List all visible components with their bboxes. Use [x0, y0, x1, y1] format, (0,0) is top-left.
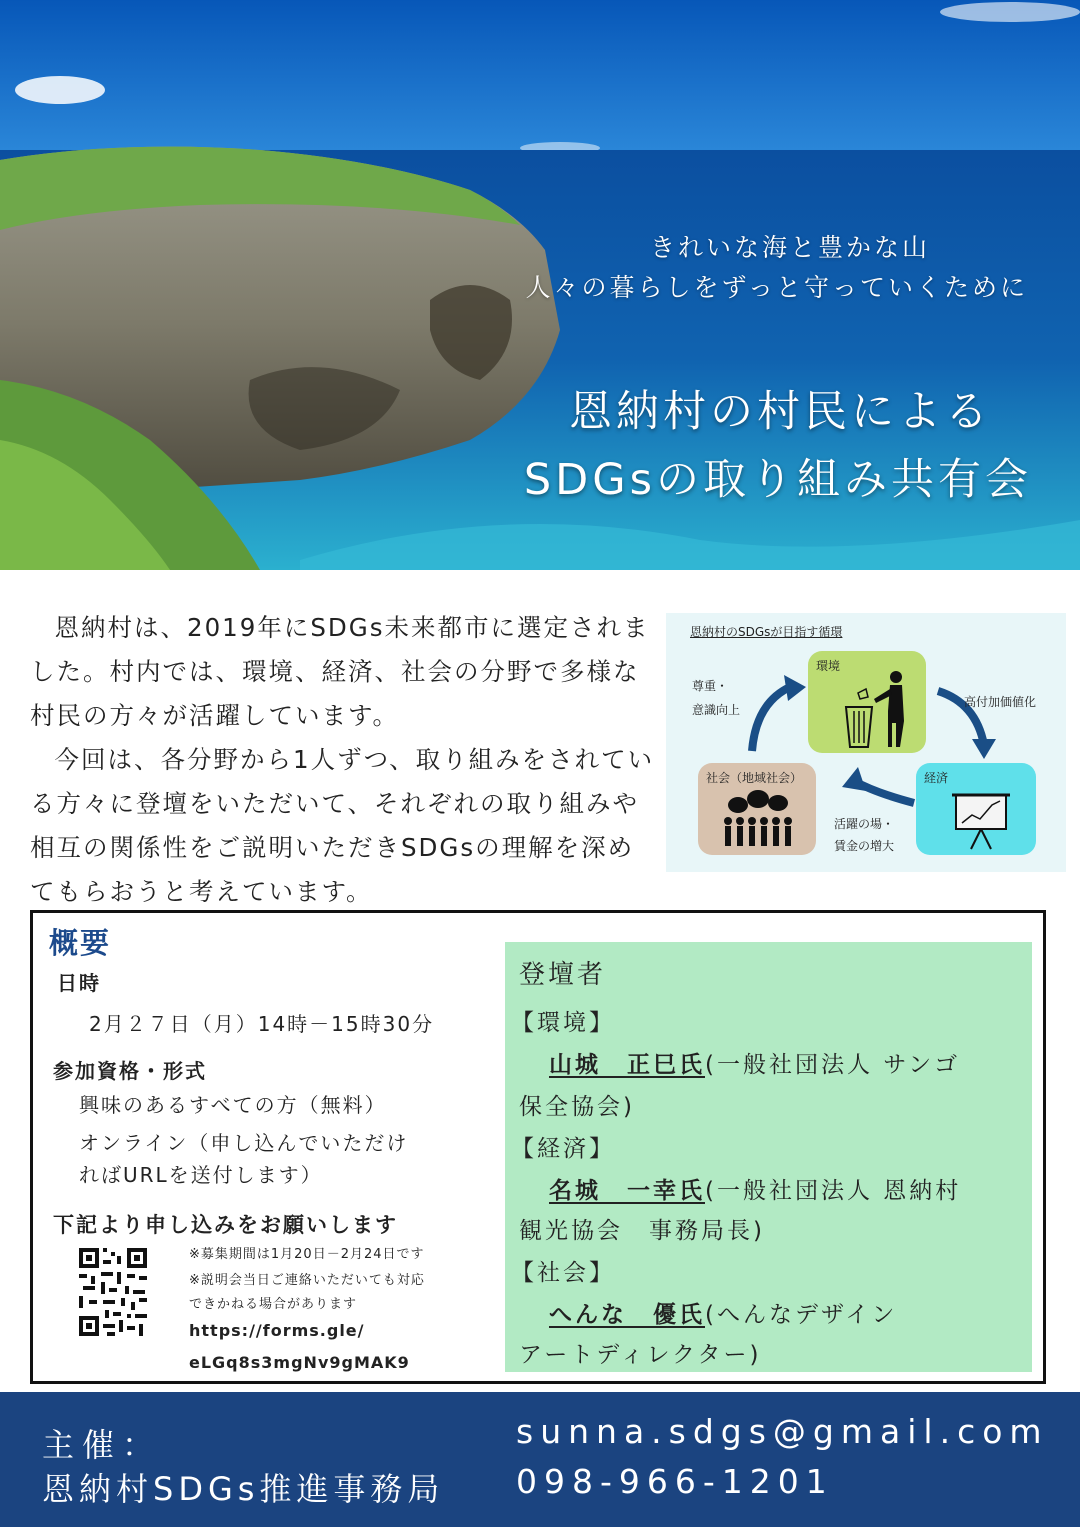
form-url-line-2[interactable]: eLGq8s3mgNv9gMAK9 — [189, 1353, 410, 1372]
intro-paragraph-1: 恩納村は、2019年にSDGs未来都市に選定されました。村内では、環境、経済、社会の分野で多様な村民の方々が活躍しています。 — [30, 613, 650, 730]
note-1: ※募集期間は1月20日－2月24日です — [189, 1247, 425, 1262]
speaker-env-affiliation-1: (一般社団法人 サンゴ — [705, 1052, 961, 1078]
hero-title-line-2: SDGsの取り組み共有会 — [523, 455, 1032, 505]
speaker-econ-name: 名城 一幸氏 — [549, 1178, 705, 1204]
datetime-value: 2月２７日（月）14時－15時30分 — [89, 1012, 435, 1036]
speaker-soc-label: 【社会】 — [511, 1260, 615, 1286]
contact-email[interactable]: sunna.sdgs@gmail.com — [516, 1412, 1049, 1451]
arrow-label-soc-env-2: 意識向上 — [692, 703, 741, 717]
arrow-label-econ-soc-2: 賃金の増大 — [834, 839, 895, 853]
eligibility-line-1: 興味のあるすべての方（無料） — [79, 1093, 387, 1117]
speaker-soc-name: へんな 優氏 — [549, 1302, 705, 1328]
qr-code-icon[interactable] — [77, 1246, 149, 1338]
speaker-env-affiliation-2: 保全協会) — [519, 1094, 635, 1120]
hero-tagline-2: 人々の暮らしをずっと守っていくために — [525, 273, 1028, 302]
hero-title-line-1: 恩納村の村民による — [569, 387, 992, 437]
intro-text — [30, 606, 656, 914]
arrow-label-econ-soc-1: 活躍の場・ — [834, 817, 895, 831]
environment-label: 環境 — [816, 659, 841, 673]
speaker-soc-affiliation-2: アートディレクター) — [519, 1342, 762, 1368]
organizer-name: 恩納村SDGs推進事務局 — [42, 1470, 445, 1508]
hero-photo — [0, 0, 1080, 570]
form-url-line-1[interactable]: https://forms.gle/ — [189, 1321, 365, 1340]
speaker-econ-line — [549, 1172, 961, 1205]
speakers-heading: 登壇者 — [519, 960, 607, 990]
apply-label: 下記より申し込みをお願いします — [53, 1213, 398, 1237]
speaker-env-label: 【環境】 — [511, 1010, 615, 1036]
economy-label: 経済 — [924, 771, 949, 785]
note-2: ※説明会当日ご連絡いただいても対応 — [189, 1273, 425, 1288]
summary-heading: 概要 — [49, 926, 112, 960]
sdgs-cycle-diagram — [666, 613, 1066, 872]
contact-phone[interactable]: 098-966-1201 — [516, 1462, 834, 1501]
society-label: 社会（地域社会） — [706, 771, 803, 785]
eligibility-line-3: ればURLを送付します） — [79, 1163, 323, 1187]
speaker-soc-line — [549, 1296, 897, 1329]
speaker-econ-affiliation-1: (一般社団法人 恩納村 — [705, 1178, 962, 1204]
speaker-env-name: 山城 正巳氏 — [549, 1052, 705, 1078]
datetime-label: 日時 — [57, 971, 101, 995]
footer-bar — [0, 1392, 1080, 1527]
speaker-env-line — [549, 1046, 960, 1079]
eligibility-line-2: オンライン（申し込んでいただけ — [79, 1131, 409, 1155]
speakers-panel — [505, 942, 1032, 1372]
speaker-econ-label: 【経済】 — [511, 1136, 615, 1162]
eligibility-label: 参加資格・形式 — [53, 1059, 207, 1083]
arrow-label-soc-env-1: 尊重・ — [692, 679, 729, 693]
intro-paragraph-2: 今回は、各分野から1人ずつ、取り組みをされている方々に登壇をいただいて、それぞれの取り組みや相互の関係性をご説明いただきSDGsの理解を深めてもらおうと考えています。 — [30, 745, 655, 906]
cycle-title: 恩納村のSDGsが目指す循環 — [690, 625, 843, 639]
arrow-label-env-econ: 高付加価値化 — [964, 695, 1037, 709]
note-3: できかねる場合があります — [189, 1297, 358, 1312]
speaker-soc-affiliation-1: (へんなデザイン — [705, 1302, 898, 1328]
hero-tagline-1: きれいな海と豊かな山 — [649, 233, 930, 262]
speaker-econ-affiliation-2: 観光協会 事務局長) — [519, 1218, 765, 1244]
organizer-label: 主催： — [42, 1426, 163, 1464]
summary-box — [30, 910, 1046, 1384]
